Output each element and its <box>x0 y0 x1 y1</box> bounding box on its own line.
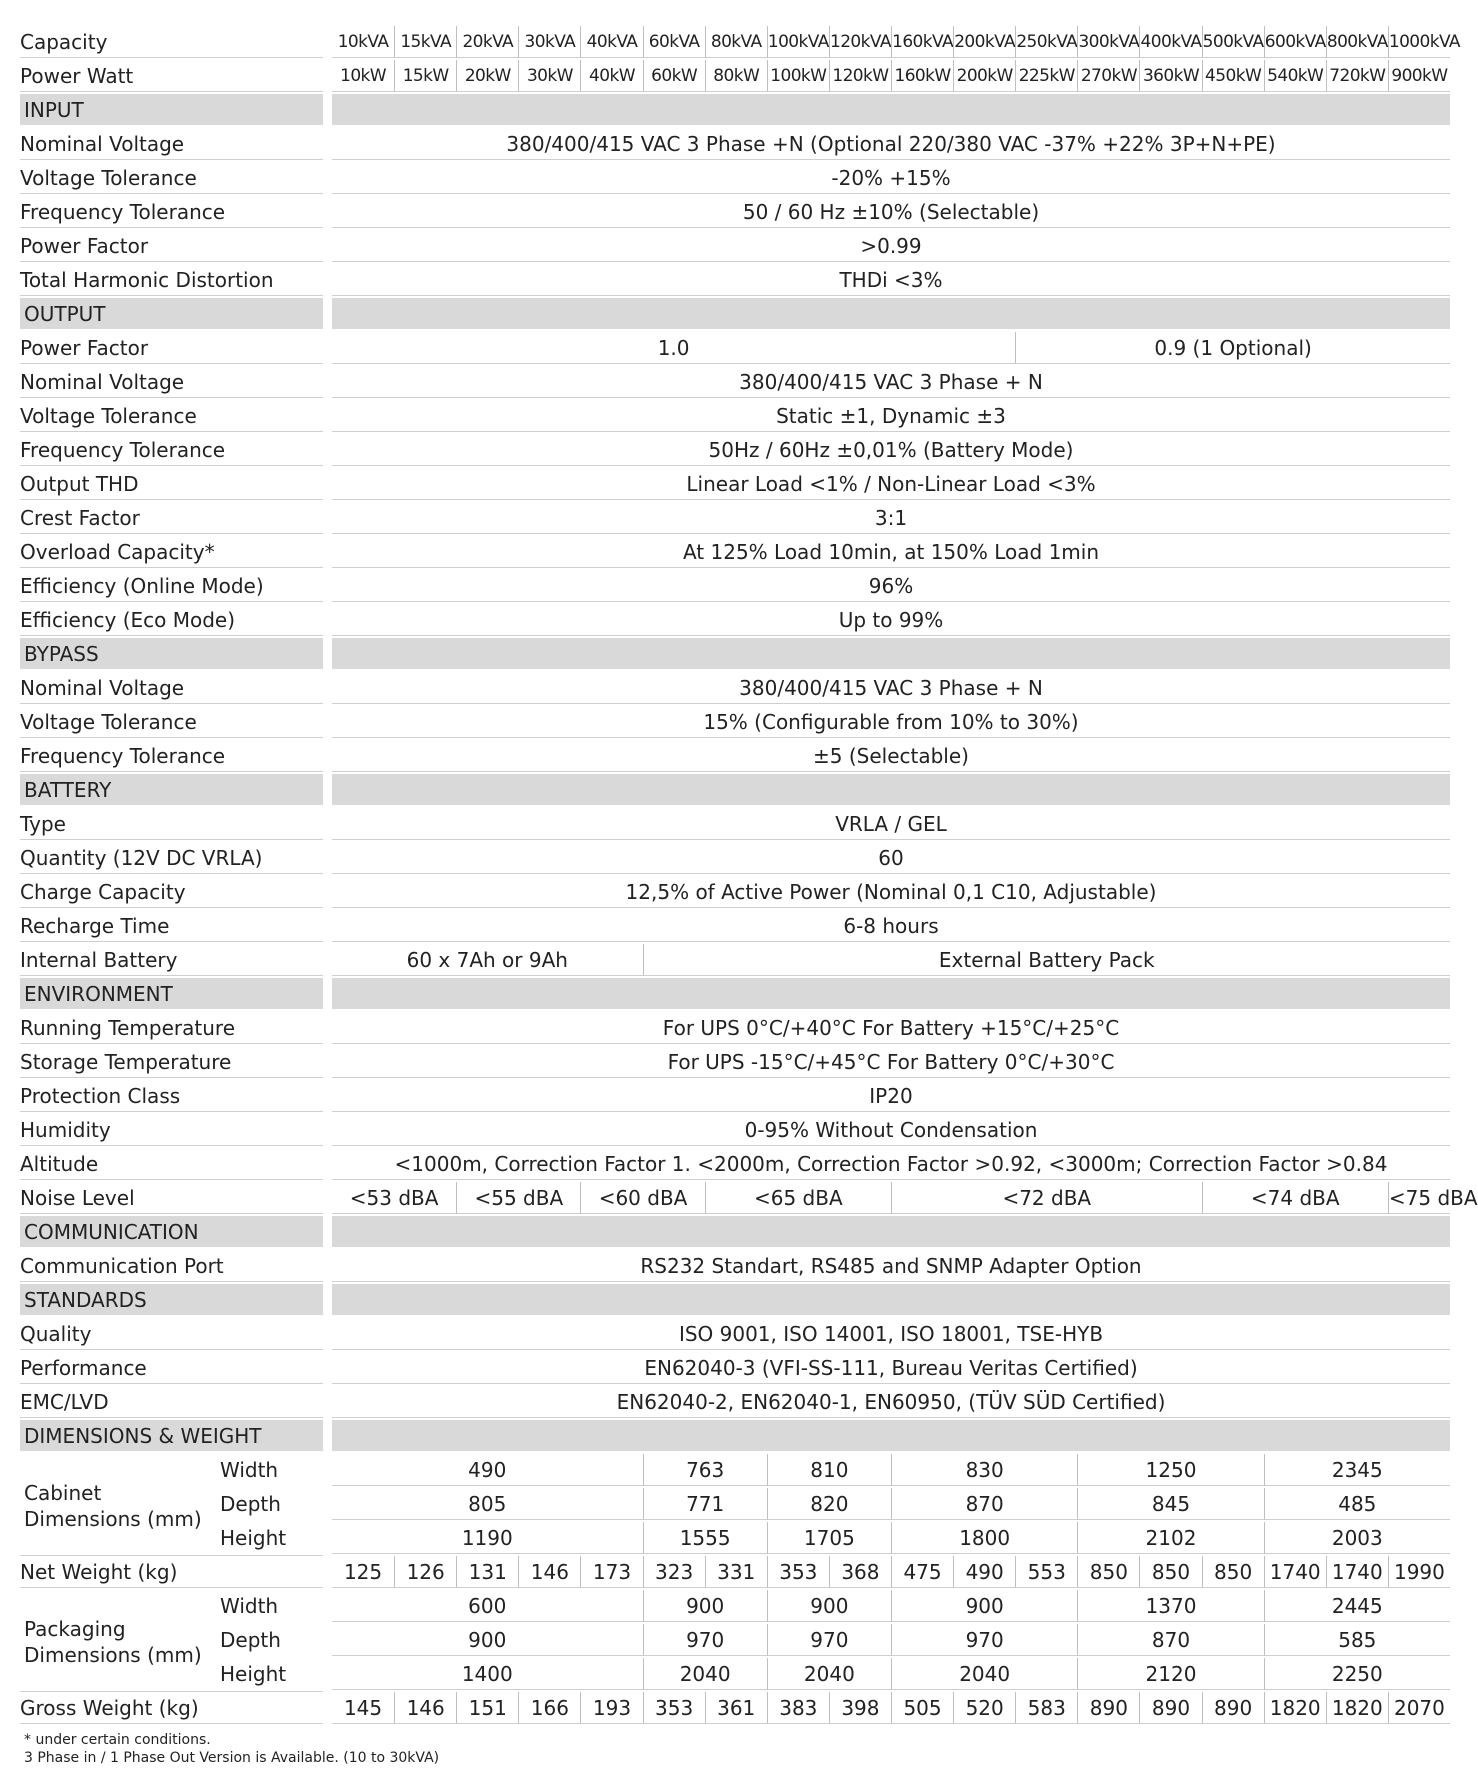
net-weight-cell: 323 <box>643 1556 705 1588</box>
net-weight-cell: 490 <box>953 1556 1015 1588</box>
cabinet-dimensions-height-cell: 1800 <box>891 1522 1077 1554</box>
net-weight-cell: 1740 <box>1264 1556 1326 1588</box>
power-cell: 40kW <box>580 60 642 92</box>
footnote-conditions: * under certain conditions. <box>24 1732 211 1748</box>
input-row-label: Total Harmonic Distortion <box>20 264 323 296</box>
capacity-cell: 80kVA <box>705 26 767 58</box>
gross-weight-cell: 361 <box>705 1692 767 1724</box>
power-cell: 120kW <box>829 60 891 92</box>
capacity-cell: 200kVA <box>953 26 1015 58</box>
battery-row-label: Quantity (12V DC VRLA) <box>20 842 323 874</box>
input-row-value: THDi <3% <box>332 264 1450 296</box>
power-cell: 30kW <box>518 60 580 92</box>
net-weight-cell: 331 <box>705 1556 767 1588</box>
capacity-cell: 10kVA <box>332 26 394 58</box>
capacity-cell: 20kVA <box>456 26 518 58</box>
communication-row-label: Communication Port <box>20 1250 323 1282</box>
battery-row-value: 6-8 hours <box>332 910 1450 942</box>
cabinet-dimensions-depth-cell: 485 <box>1264 1488 1450 1520</box>
gross-weight-cell: 193 <box>580 1692 642 1724</box>
environment-row-label: Protection Class <box>20 1080 323 1112</box>
noise-level-label: Noise Level <box>20 1182 323 1214</box>
communication-row-value: RS232 Standart, RS485 and SNMP Adapter Option <box>332 1250 1450 1282</box>
capacity-cell: 30kVA <box>518 26 580 58</box>
packaging-dimensions-height-cell: 2250 <box>1264 1658 1450 1690</box>
cabinet-dimensions-width-cell: 830 <box>891 1454 1077 1486</box>
input-section-band <box>332 94 1450 125</box>
gross-weight-cell: 151 <box>456 1692 518 1724</box>
output-row-label: Overload Capacity* <box>20 536 323 568</box>
capacity-cell: 1000kVA <box>1388 26 1450 58</box>
output-section-title: OUTPUT <box>20 298 323 329</box>
cabinet-dimensions-sub-label: Depth <box>220 1492 281 1516</box>
battery-section-band <box>332 774 1450 805</box>
output-row-value: Up to 99% <box>332 604 1450 636</box>
packaging-dimensions-sub-label: Width <box>220 1594 279 1618</box>
battery-row-label: Recharge Time <box>20 910 323 942</box>
gross-weight-cell: 890 <box>1139 1692 1201 1724</box>
standards-section-band <box>332 1284 1450 1315</box>
environment-row-label: Altitude <box>20 1148 323 1180</box>
cabinet-dimensions-sub-label: Width <box>220 1458 279 1482</box>
power-cell: 225kW <box>1015 60 1077 92</box>
output-row-value: Linear Load <1% / Non-Linear Load <3% <box>332 468 1450 500</box>
gross-weight-cell: 2070 <box>1388 1692 1450 1724</box>
power-cell: 15kW <box>394 60 456 92</box>
packaging-dimensions-depth-cell: 970 <box>767 1624 891 1656</box>
output-row-value: 380/400/415 VAC 3 Phase + N <box>332 366 1450 398</box>
standards-section-title: STANDARDS <box>20 1284 323 1315</box>
power-cell: 80kW <box>705 60 767 92</box>
cabinet-dimensions-height-cell: 2102 <box>1077 1522 1263 1554</box>
power-cell: 450kW <box>1202 60 1264 92</box>
cabinet-dimensions-width-cell: 1250 <box>1077 1454 1263 1486</box>
environment-row-value: For UPS -15°C/+45°C For Battery 0°C/+30°C <box>332 1046 1450 1078</box>
capacity-cell: 100kVA <box>767 26 829 58</box>
noise-level-cell: <53 dBA <box>332 1182 456 1214</box>
capacity-label: Capacity <box>20 26 323 58</box>
communication-section-title: COMMUNICATION <box>20 1216 323 1247</box>
cabinet-dimensions-label <box>24 1480 202 1532</box>
capacity-cell: 300kVA <box>1077 26 1139 58</box>
battery-row-value: 12,5% of Active Power (Nominal 0,1 C10, Adjustable) <box>332 876 1450 908</box>
environment-row-value: 0-95% Without Condensation <box>332 1114 1450 1146</box>
cabinet-dimensions-label-line: Dimensions (mm) <box>24 1507 202 1531</box>
cabinet-dimensions-width-cell: 810 <box>767 1454 891 1486</box>
input-row-value: -20% +15% <box>332 162 1450 194</box>
bypass-row-value: 15% (Configurable from 10% to 30%) <box>332 706 1450 738</box>
bypass-row-label: Voltage Tolerance <box>20 706 323 738</box>
output-row-value: 3:1 <box>332 502 1450 534</box>
power-cell: 720kW <box>1326 60 1388 92</box>
power-cell: 160kW <box>891 60 953 92</box>
input-section-title: INPUT <box>20 94 323 125</box>
packaging-dimensions-depth-cell: 870 <box>1077 1624 1263 1656</box>
noise-level-cell: <55 dBA <box>456 1182 580 1214</box>
input-row-label: Nominal Voltage <box>20 128 323 160</box>
battery-row-value: VRLA / GEL <box>332 808 1450 840</box>
power-cell: 10kW <box>332 60 394 92</box>
cabinet-dimensions-height-cell: 2003 <box>1264 1522 1450 1554</box>
environment-row-label: Running Temperature <box>20 1012 323 1044</box>
output-pf-value: 1.0 <box>332 332 1015 364</box>
battery-row-label: Type <box>20 808 323 840</box>
net-weight-label: Net Weight (kg) <box>20 1556 323 1588</box>
net-weight-cell: 850 <box>1202 1556 1264 1588</box>
gross-weight-cell: 398 <box>829 1692 891 1724</box>
cabinet-dimensions-height-cell: 1555 <box>643 1522 767 1554</box>
gross-weight-cell: 166 <box>518 1692 580 1724</box>
standards-row-value: EN62040-2, EN62040-1, EN60950, (TÜV SÜD Certified) <box>332 1386 1450 1418</box>
capacity-cell: 60kVA <box>643 26 705 58</box>
packaging-dimensions-height-cell: 2040 <box>767 1658 891 1690</box>
bypass-section-title: BYPASS <box>20 638 323 669</box>
cabinet-dimensions-width-cell: 763 <box>643 1454 767 1486</box>
packaging-dimensions-width-cell: 2445 <box>1264 1590 1450 1622</box>
battery-section-title: BATTERY <box>20 774 323 805</box>
noise-level-cell: <60 dBA <box>580 1182 704 1214</box>
cabinet-dimensions-width-cell: 2345 <box>1264 1454 1450 1486</box>
capacity-cell: 15kVA <box>394 26 456 58</box>
cabinet-dimensions-depth-cell: 870 <box>891 1488 1077 1520</box>
power-cell: 270kW <box>1077 60 1139 92</box>
packaging-dimensions-label-line: Dimensions (mm) <box>24 1643 202 1667</box>
power-watt-label: Power Watt <box>20 60 323 92</box>
power-cell: 100kW <box>767 60 829 92</box>
output-row-value: 50Hz / 60Hz ±0,01% (Battery Mode) <box>332 434 1450 466</box>
gross-weight-cell: 890 <box>1202 1692 1264 1724</box>
capacity-cell: 160kVA <box>891 26 953 58</box>
capacity-cell: 500kVA <box>1202 26 1264 58</box>
environment-row-value: For UPS 0°C/+40°C For Battery +15°C/+25°C <box>332 1012 1450 1044</box>
net-weight-cell: 146 <box>518 1556 580 1588</box>
input-row-label: Power Factor <box>20 230 323 262</box>
environment-row-label: Storage Temperature <box>20 1046 323 1078</box>
output-pf-label: Power Factor <box>20 332 323 364</box>
net-weight-cell: 850 <box>1139 1556 1201 1588</box>
output-pf-value: 0.9 (1 Optional) <box>1015 332 1450 364</box>
capacity-cell: 600kVA <box>1264 26 1326 58</box>
output-row-value: 96% <box>332 570 1450 602</box>
standards-row-label: Performance <box>20 1352 323 1384</box>
cabinet-dimensions-depth-cell: 771 <box>643 1488 767 1520</box>
packaging-dimensions-sub-label: Depth <box>220 1628 281 1652</box>
dimensions-section-title: DIMENSIONS & WEIGHT <box>20 1420 323 1451</box>
internal-battery-value: External Battery Pack <box>643 944 1450 976</box>
power-cell: 200kW <box>953 60 1015 92</box>
output-row-label: Voltage Tolerance <box>20 400 323 432</box>
output-section-band <box>332 298 1450 329</box>
capacity-cell: 400kVA <box>1139 26 1201 58</box>
net-weight-cell: 1740 <box>1326 1556 1388 1588</box>
environment-row-label: Humidity <box>20 1114 323 1146</box>
footnote-phase-version: 3 Phase in / 1 Phase Out Version is Available. (10 to 30kVA) <box>24 1750 440 1766</box>
packaging-dimensions-height-cell: 2040 <box>891 1658 1077 1690</box>
power-cell: 20kW <box>456 60 518 92</box>
communication-section-band <box>332 1216 1450 1247</box>
packaging-dimensions-depth-cell: 585 <box>1264 1624 1450 1656</box>
output-row-label: Frequency Tolerance <box>20 434 323 466</box>
packaging-dimensions-width-cell: 900 <box>767 1590 891 1622</box>
output-row-label: Efficiency (Online Mode) <box>20 570 323 602</box>
output-row-label: Efficiency (Eco Mode) <box>20 604 323 636</box>
power-cell: 360kW <box>1139 60 1201 92</box>
cabinet-dimensions-depth-cell: 820 <box>767 1488 891 1520</box>
dimensions-section-band <box>332 1420 1450 1451</box>
gross-weight-label: Gross Weight (kg) <box>20 1692 323 1724</box>
net-weight-cell: 1990 <box>1388 1556 1450 1588</box>
packaging-dimensions-height-cell: 2120 <box>1077 1658 1263 1690</box>
packaging-dimensions-label-line: Packaging <box>24 1617 126 1641</box>
cabinet-dimensions-depth-cell: 845 <box>1077 1488 1263 1520</box>
output-row-value: At 125% Load 10min, at 150% Load 1min <box>332 536 1450 568</box>
input-row-label: Frequency Tolerance <box>20 196 323 228</box>
standards-row-value: ISO 9001, ISO 14001, ISO 18001, TSE-HYB <box>332 1318 1450 1350</box>
input-row-value: 50 / 60 Hz ±10% (Selectable) <box>332 196 1450 228</box>
input-row-label: Voltage Tolerance <box>20 162 323 194</box>
output-row-label: Nominal Voltage <box>20 366 323 398</box>
gross-weight-cell: 383 <box>767 1692 829 1724</box>
gross-weight-cell: 1820 <box>1264 1692 1326 1724</box>
internal-battery-label: Internal Battery <box>20 944 323 976</box>
gross-weight-cell: 520 <box>953 1692 1015 1724</box>
gross-weight-cell: 146 <box>394 1692 456 1724</box>
environment-row-value: <1000m, Correction Factor 1. <2000m, Correction Factor >0.92, <3000m; Correction Factor >0.84 <box>332 1148 1450 1180</box>
power-cell: 900kW <box>1388 60 1450 92</box>
packaging-dimensions-label <box>24 1616 202 1668</box>
net-weight-cell: 475 <box>891 1556 953 1588</box>
battery-row-label: Charge Capacity <box>20 876 323 908</box>
environment-row-value: IP20 <box>332 1080 1450 1112</box>
cabinet-dimensions-height-cell: 1190 <box>332 1522 643 1554</box>
packaging-dimensions-depth-cell: 970 <box>643 1624 767 1656</box>
gross-weight-cell: 583 <box>1015 1692 1077 1724</box>
net-weight-cell: 125 <box>332 1556 394 1588</box>
capacity-cell: 120kVA <box>829 26 891 58</box>
packaging-dimensions-depth-cell: 970 <box>891 1624 1077 1656</box>
power-cell: 60kW <box>643 60 705 92</box>
standards-row-label: Quality <box>20 1318 323 1350</box>
internal-battery-value: 60 x 7Ah or 9Ah <box>332 944 643 976</box>
bypass-row-value: 380/400/415 VAC 3 Phase + N <box>332 672 1450 704</box>
output-row-value: Static ±1, Dynamic ±3 <box>332 400 1450 432</box>
packaging-dimensions-height-cell: 2040 <box>643 1658 767 1690</box>
net-weight-cell: 173 <box>580 1556 642 1588</box>
input-row-value: >0.99 <box>332 230 1450 262</box>
standards-row-label: EMC/LVD <box>20 1386 323 1418</box>
capacity-cell: 40kVA <box>580 26 642 58</box>
output-row-label: Output THD <box>20 468 323 500</box>
battery-row-value: 60 <box>332 842 1450 874</box>
cabinet-dimensions-height-cell: 1705 <box>767 1522 891 1554</box>
gross-weight-cell: 505 <box>891 1692 953 1724</box>
packaging-dimensions-width-cell: 1370 <box>1077 1590 1263 1622</box>
bypass-section-band <box>332 638 1450 669</box>
net-weight-cell: 126 <box>394 1556 456 1588</box>
environment-section-title: ENVIRONMENT <box>20 978 323 1009</box>
environment-section-band <box>332 978 1450 1009</box>
net-weight-cell: 131 <box>456 1556 518 1588</box>
noise-level-cell: <65 dBA <box>705 1182 891 1214</box>
output-row-label: Crest Factor <box>20 502 323 534</box>
net-weight-cell: 353 <box>767 1556 829 1588</box>
gross-weight-cell: 890 <box>1077 1692 1139 1724</box>
bypass-row-label: Nominal Voltage <box>20 672 323 704</box>
packaging-dimensions-height-cell: 1400 <box>332 1658 643 1690</box>
noise-level-cell: <74 dBA <box>1202 1182 1388 1214</box>
net-weight-cell: 368 <box>829 1556 891 1588</box>
packaging-dimensions-width-cell: 900 <box>891 1590 1077 1622</box>
packaging-dimensions-width-cell: 600 <box>332 1590 643 1622</box>
packaging-dimensions-sub-label: Height <box>220 1662 287 1686</box>
capacity-cell: 250kVA <box>1015 26 1077 58</box>
gross-weight-cell: 1820 <box>1326 1692 1388 1724</box>
net-weight-cell: 553 <box>1015 1556 1077 1588</box>
net-weight-cell: 850 <box>1077 1556 1139 1588</box>
bypass-row-value: ±5 (Selectable) <box>332 740 1450 772</box>
standards-row-value: EN62040-3 (VFI-SS-111, Bureau Veritas Certified) <box>332 1352 1450 1384</box>
cabinet-dimensions-label-line: Cabinet <box>24 1481 102 1505</box>
noise-level-cell: <72 dBA <box>891 1182 1202 1214</box>
cabinet-dimensions-sub-label: Height <box>220 1526 287 1550</box>
power-cell: 540kW <box>1264 60 1326 92</box>
gross-weight-cell: 353 <box>643 1692 705 1724</box>
bypass-row-label: Frequency Tolerance <box>20 740 323 772</box>
cabinet-dimensions-depth-cell: 805 <box>332 1488 643 1520</box>
capacity-cell: 800kVA <box>1326 26 1388 58</box>
cabinet-dimensions-width-cell: 490 <box>332 1454 643 1486</box>
input-row-value: 380/400/415 VAC 3 Phase +N (Optional 220/380 VAC -37% +22% 3P+N+PE) <box>332 128 1450 160</box>
packaging-dimensions-width-cell: 900 <box>643 1590 767 1622</box>
gross-weight-cell: 145 <box>332 1692 394 1724</box>
packaging-dimensions-depth-cell: 900 <box>332 1624 643 1656</box>
noise-level-cell: <75 dBA <box>1388 1182 1450 1214</box>
